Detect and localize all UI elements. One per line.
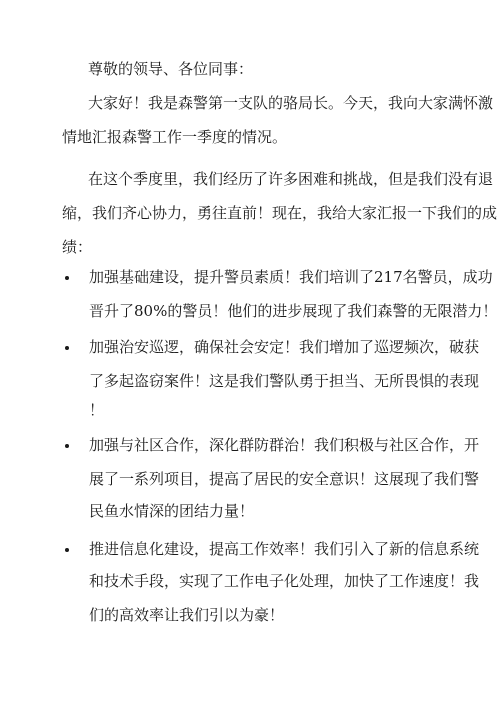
bullet-line: 加强与社区合作，深化群防群治！我们积极与社区合作，开	[89, 436, 480, 454]
bullet-dot	[65, 276, 69, 280]
bullet-line: 展了一系列项目，提高了居民的安全意识！这展现了我们警	[89, 470, 480, 488]
intro-line-1: 大家好！我是森警第一支队的骆局长。今天，我向大家满怀激	[88, 94, 494, 112]
bullet-line: 加强基础建设，提升警员素质！我们培训了217名警员，成功	[89, 268, 493, 286]
summary-line-2: 缩，我们齐心协力，勇往直前！现在，我给大家汇报一下我们的成	[62, 204, 498, 222]
salutation: 尊敬的领导、各位同事：	[88, 60, 254, 78]
bullet-dot	[65, 444, 69, 448]
bullet-line: 们的高效率让我们引以为豪！	[89, 606, 285, 624]
bullet-line: 了多起盗窃案件！这是我们警队勇于担当、无所畏惧的表现	[89, 372, 480, 390]
bullet-dot	[65, 548, 69, 552]
bullet-line: 推进信息化建设，提高工作效率！我们引入了新的信息系统	[89, 540, 480, 558]
summary-line-1: 在这个季度里，我们经历了许多困难和挑战，但是我们没有退	[88, 170, 494, 188]
bullet-line: 和技术手段，实现了工作电子化处理，加快了工作速度！我	[89, 572, 480, 590]
bullet-line: 晋升了80%的警员！他们的进步展现了我们森警的无限潜力！	[89, 302, 498, 320]
bullet-line: 加强治安巡逻，确保社会安定！我们增加了巡逻频次，破获	[89, 338, 480, 356]
bullet-line: 民鱼水情深的团结力量！	[89, 502, 255, 520]
summary-line-3: 绩：	[62, 238, 93, 256]
intro-line-2: 情地汇报森警工作一季度的情况。	[62, 128, 288, 146]
bullet-line: ！	[89, 401, 105, 419]
bullet-dot	[65, 346, 69, 350]
